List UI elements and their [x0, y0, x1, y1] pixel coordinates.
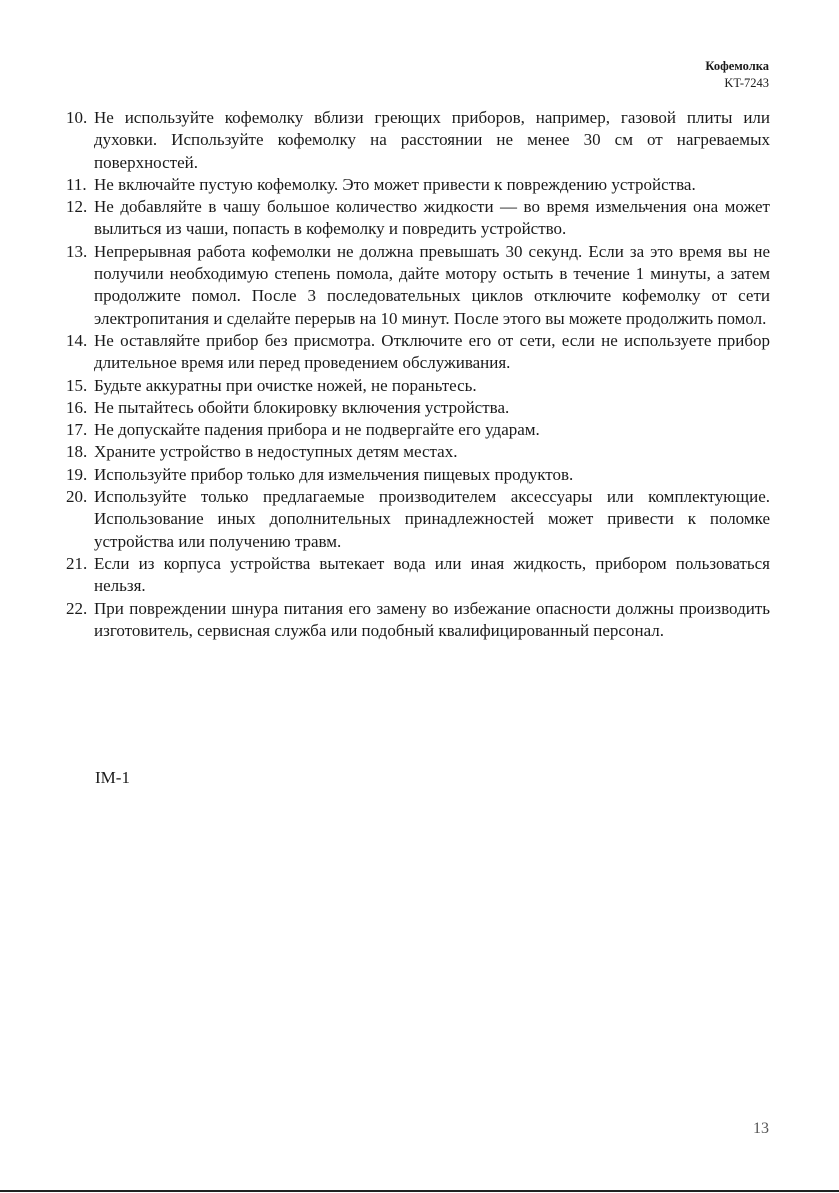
safety-instructions-list: [66, 107, 770, 642]
list-item: [66, 196, 770, 241]
item-number: 10.: [66, 108, 88, 127]
document-code: IM-1: [95, 768, 130, 787]
item-number: 12.: [66, 197, 88, 217]
item-number: 20.: [66, 487, 88, 507]
list-item: [66, 464, 770, 486]
item-number: 11.: [66, 174, 87, 194]
item-text: Не пытайтесь обойти блокировку включения устройства.: [94, 397, 510, 417]
list-item: [66, 241, 770, 330]
list-item: [66, 598, 770, 643]
item-text: Не добавляйте в чашу большое количество жидкости — во время измельчения она может вылиться из чаши, попасть в кофемолку и повредить устройство.: [94, 197, 770, 239]
list-item: [66, 419, 770, 441]
list-item: [66, 174, 770, 196]
page-number: 13: [753, 1120, 769, 1137]
item-text: Храните устройство в недоступных детям местах.: [94, 442, 458, 462]
list-item: [66, 107, 770, 174]
item-text: Не включайте пустую кофемолку. Это может привести к повреждению устройства.: [94, 174, 696, 194]
item-text: Не используйте кофемолку вблизи греющих приборов, например, газовой плиты или духовки. Используйте кофемолку на расстоянии не менее 30 см от нагреваемых поверхностей.: [94, 108, 770, 172]
item-text: Если из корпуса устройства вытекает вода или иная жидкость, прибором пользоваться нельзя.: [94, 553, 770, 596]
bottom-divider: [0, 1190, 839, 1192]
list-item: [66, 441, 770, 463]
item-number: 22.: [66, 598, 88, 618]
running-header: [705, 58, 769, 92]
item-number: 15.: [66, 375, 88, 395]
item-number: 16.: [66, 397, 88, 417]
item-number: 13.: [66, 241, 88, 261]
header-model: KT-7243: [724, 76, 769, 90]
item-text: Не оставляйте прибор без присмотра. Отключите его от сети, если не используете прибор длительное время или перед проведением обслуживания.: [94, 330, 770, 373]
item-text: При повреждении шнура питания его замену во избежание опасности должны производить изготовитель, сервисная служба или подобный квалифицированный персонал.: [94, 598, 770, 640]
item-number: 21.: [66, 553, 88, 573]
item-text: Непрерывная работа кофемолки не должна превышать 30 секунд. Если за это время вы не получили необходимую степень помола, дайте мотору остыть в течение 1 минуты, а затем продолжите помол. После 3 последовательных циклов отключите кофемолку от сети электропитания и сделайте перерыв на 10 минут. После этого вы можете продолжить помол.: [94, 241, 770, 328]
list-item: [66, 375, 770, 397]
item-text: Используйте прибор только для измельчения пищевых продуктов.: [94, 464, 574, 484]
item-text: Используйте только предлагаемые производителем аксессуары или комплектующие. Использование иных дополнительных принадлежностей может привести к поломке устройства или получению травм.: [94, 487, 770, 551]
item-number: 19.: [66, 464, 88, 484]
item-number: 18.: [66, 442, 88, 462]
list-item: [66, 397, 770, 419]
item-number: 14.: [66, 330, 88, 350]
header-title: Кофемолка: [705, 59, 769, 73]
item-text: Не допускайте падения прибора и не подвергайте его ударам.: [94, 420, 540, 440]
item-number: 17.: [66, 420, 88, 440]
list-item: [66, 553, 770, 598]
list-item: [66, 486, 770, 553]
list-item: [66, 330, 770, 375]
item-text: Будьте аккуратны при очистке ножей, не пораньтесь.: [94, 375, 477, 395]
